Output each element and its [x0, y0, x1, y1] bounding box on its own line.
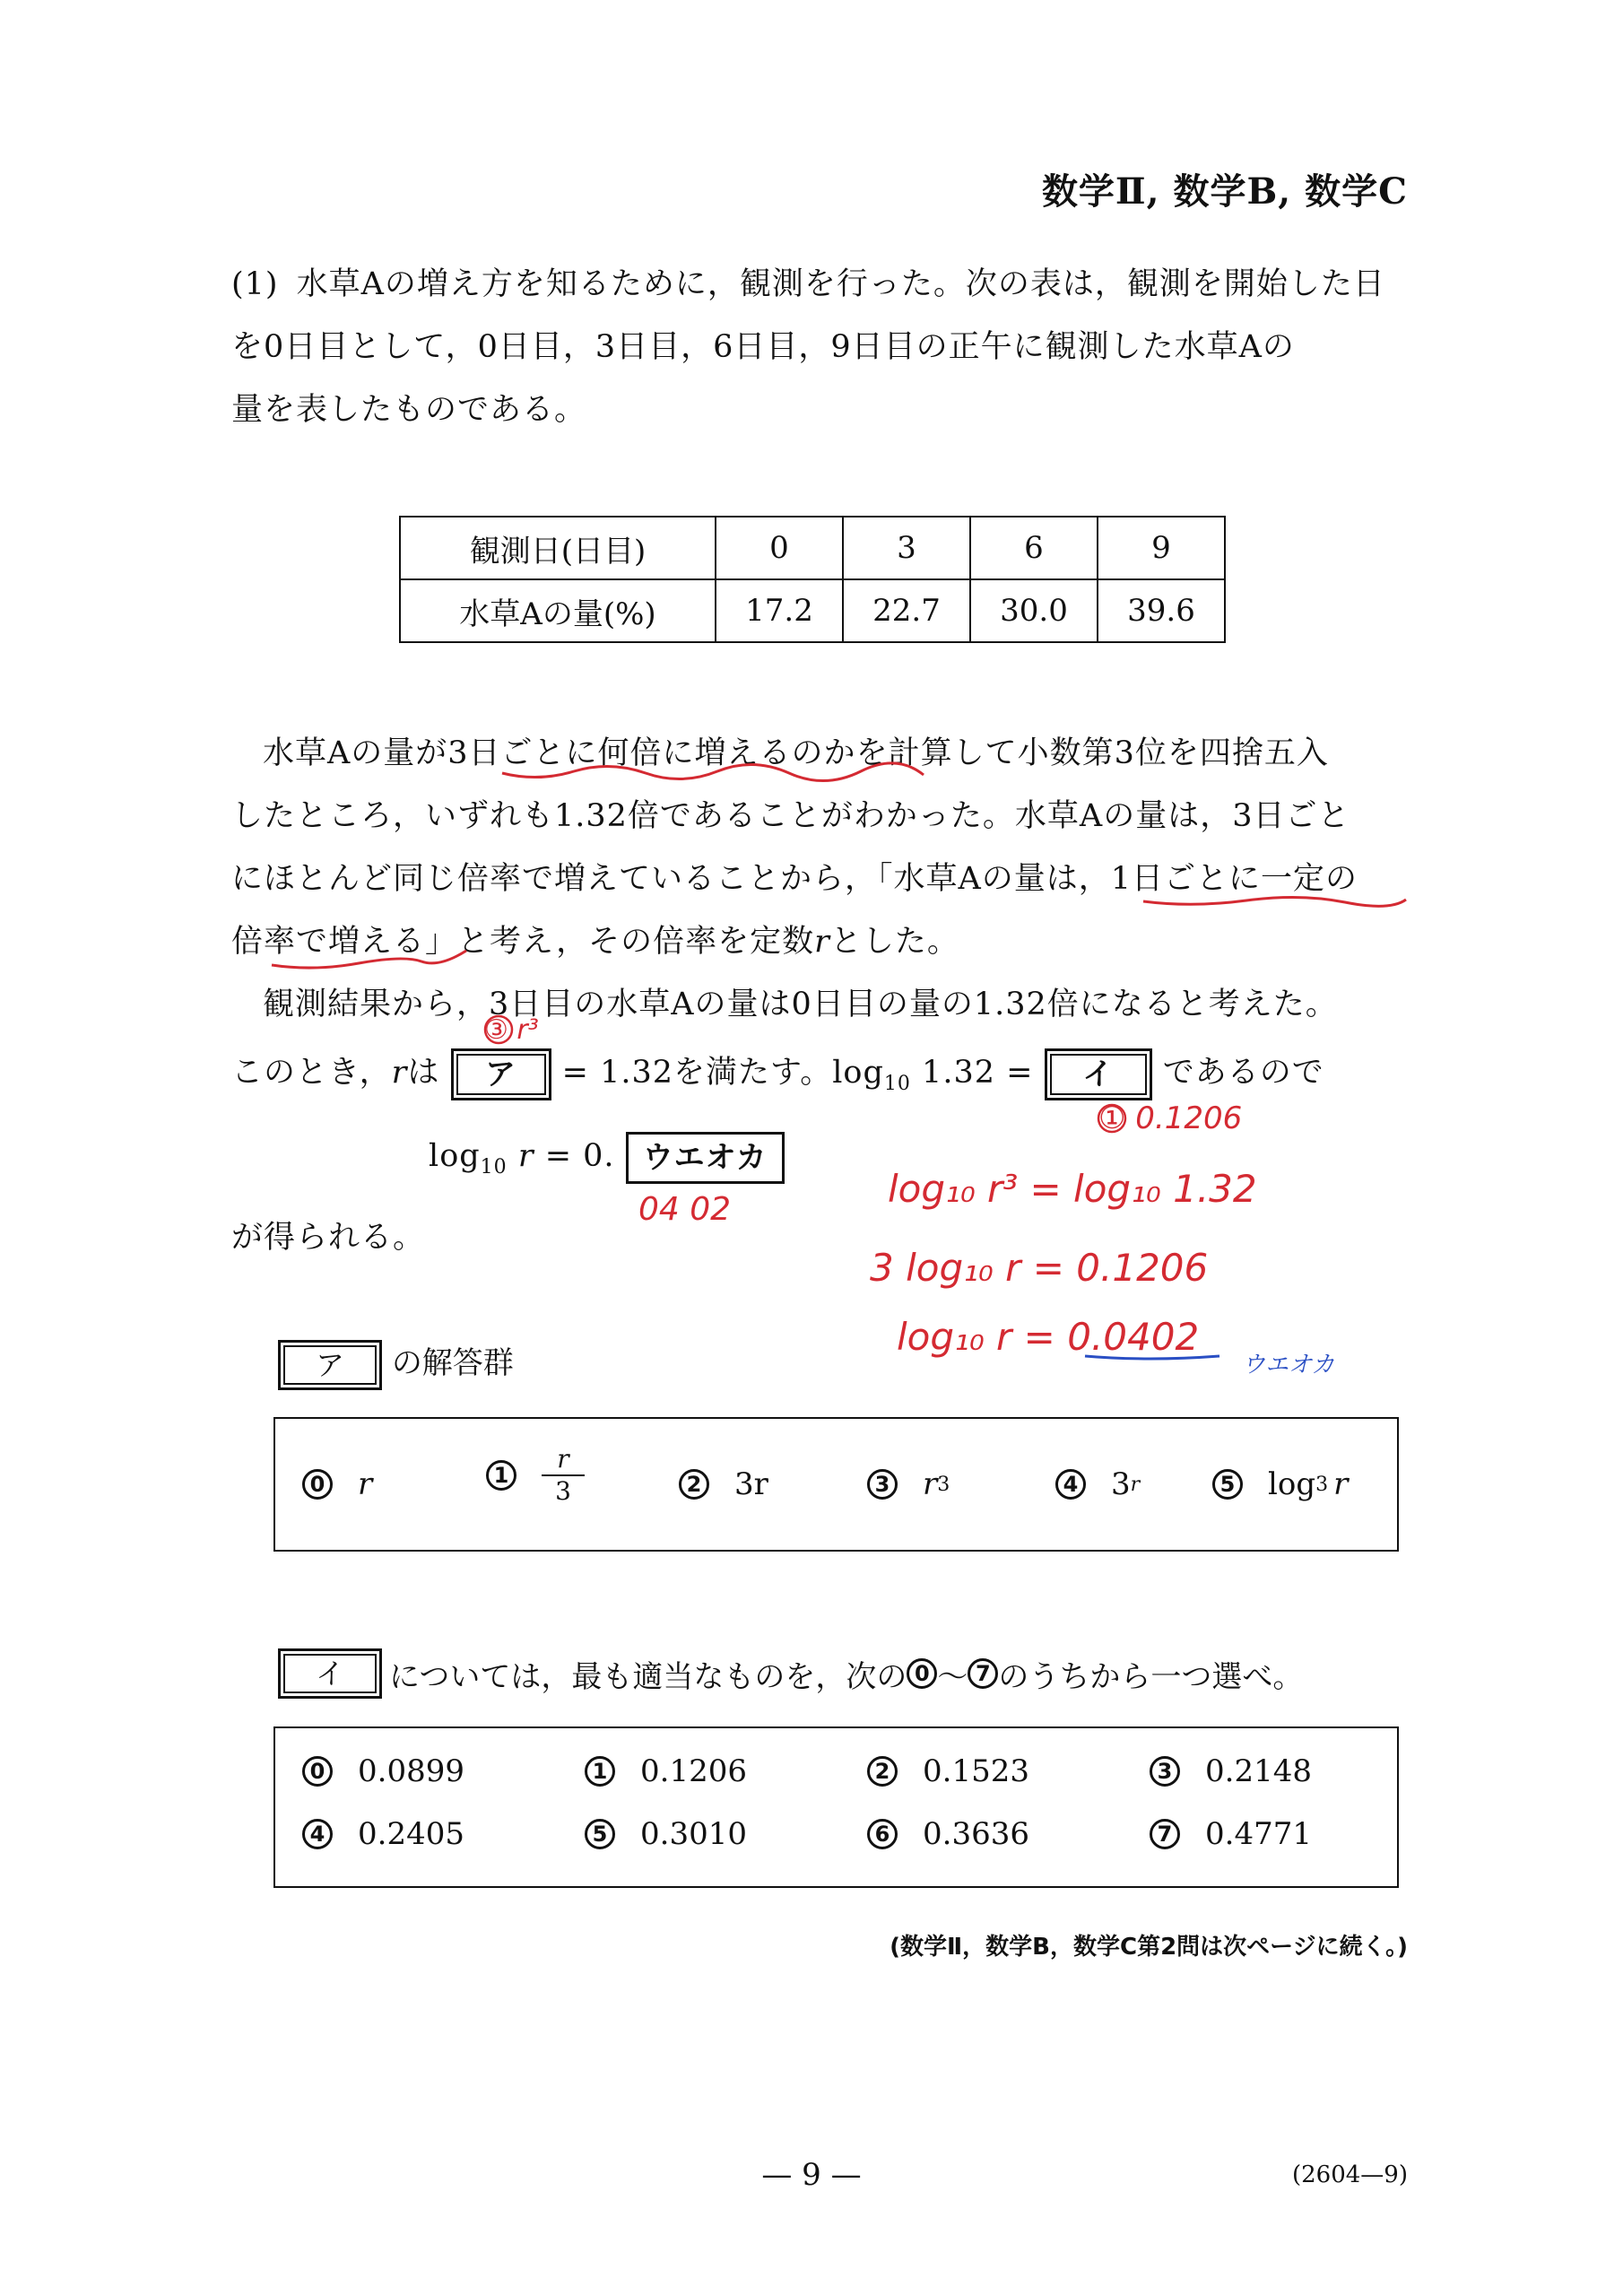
handwritten-answer-i: ① 0.1206	[1098, 1100, 1243, 1136]
option-expr: 3r	[734, 1466, 768, 1502]
red-underline	[1143, 897, 1406, 906]
intro-line-1: 水草Aの増え方を知るために，観測を行った。次の表は，観測を開始した日	[296, 266, 1385, 302]
handwritten-work-3: log₁₀ r = 0.0402	[897, 1315, 1200, 1359]
group-a-text: の解答群	[391, 1345, 514, 1381]
text-span: と考え，その倍率を定数	[457, 924, 815, 960]
option-exponent: r	[1130, 1473, 1141, 1496]
option-number: 5	[1212, 1469, 1243, 1500]
text-span: は	[407, 1055, 440, 1091]
derivation-line-4: が得られる。	[231, 1220, 426, 1256]
option-base: 3	[1111, 1466, 1131, 1502]
text-span: 水草Aの量が	[263, 735, 448, 771]
handwritten-work-2: 3 log₁₀ r = 0.1206	[870, 1246, 1209, 1290]
analysis-line-2: したところ，いずれも1.32倍であることがわかった。水草Aの量は，3日ごと	[231, 798, 1350, 834]
table-cell: 22.7	[843, 579, 970, 642]
table-cell: 9	[1098, 517, 1225, 579]
handwritten-work-1: log₁₀ r³ = log₁₀ 1.32	[888, 1167, 1257, 1211]
problem-number: (1)	[231, 266, 279, 302]
box-label: イ	[283, 1654, 377, 1693]
table-cell: 3	[843, 517, 970, 579]
table-cell: 39.6	[1098, 579, 1225, 642]
option-base: log	[1268, 1466, 1316, 1502]
answer-box-ueoka[interactable]: ウエオカ	[626, 1132, 785, 1184]
intro-line-3: 量を表したものである。	[231, 392, 587, 428]
underlined-phrase: 3日ごとに何倍に増えるのか	[447, 735, 856, 771]
log-base: 10	[883, 1073, 911, 1095]
range-start-number: 0	[907, 1658, 937, 1689]
box-label: ア	[456, 1054, 546, 1095]
text-span: = 1.32を満たす。	[561, 1055, 833, 1091]
variable-r: r	[391, 1055, 408, 1091]
option-value: 0.4771	[1205, 1816, 1312, 1852]
row-label-day: 観測日(日目)	[400, 517, 716, 579]
box-label: イ	[1050, 1054, 1147, 1095]
range-tilde: ～	[937, 1658, 968, 1695]
option-number: 0	[302, 1469, 333, 1500]
range-end-number: 7	[968, 1658, 998, 1689]
underlined-phrase: 1日ごとに一定の	[1110, 861, 1358, 897]
option-number: 1	[585, 1756, 615, 1787]
option-base: r	[923, 1466, 938, 1502]
option-value: 0.1523	[923, 1753, 1029, 1789]
option-expr: r	[358, 1466, 373, 1502]
derivation-line-1: 観測結果から，3日目の水草Aの量は0日目の量の1.32倍になると考えた。	[263, 987, 1338, 1022]
option-value: 0.2148	[1205, 1753, 1312, 1789]
table-cell: 0	[716, 517, 843, 579]
underlined-phrase: 倍率で増える」	[231, 924, 458, 960]
text-span: log	[429, 1138, 481, 1174]
box-label: ア	[283, 1345, 377, 1385]
variable-r: r	[517, 1138, 534, 1174]
option-number: 3	[867, 1469, 898, 1500]
text-span: とした。	[829, 924, 959, 960]
table-cell: 30.0	[970, 579, 1098, 642]
text-span: にほとんど同じ倍率で増えていることから，「水草Aの量は，	[231, 861, 1111, 897]
option-number: 6	[867, 1819, 898, 1849]
table-cell: 17.2	[716, 579, 843, 642]
red-underline	[502, 763, 924, 781]
text-span: log	[832, 1055, 884, 1091]
option-number: 5	[585, 1819, 615, 1849]
option-number: 4	[302, 1819, 333, 1849]
intro-line-2: を0日目として，0日目，3日目，6日目，9日目の正午に観測した水草Aの	[231, 329, 1295, 365]
handwritten-answer-ueoka: 04 02	[638, 1191, 732, 1228]
option-value: 0.2405	[358, 1816, 464, 1852]
text-span: このとき，	[231, 1055, 392, 1091]
option-number: 2	[867, 1756, 898, 1787]
option-value: 0.0899	[358, 1753, 464, 1789]
denominator: 3	[555, 1476, 571, 1506]
option-expr: r	[1333, 1466, 1349, 1502]
group-i-text: については，最も適当なものを，次の	[389, 1658, 907, 1695]
page-number: — 9 —	[761, 2157, 862, 2193]
text-span: = 0.	[544, 1138, 615, 1174]
log-base: 10	[480, 1156, 508, 1178]
variable-r: r	[814, 924, 830, 960]
group-i-text: のうちから一つ選べ。	[998, 1658, 1304, 1695]
option-number: 0	[302, 1756, 333, 1787]
text-span: を計算して小数第3位を四捨五入	[855, 735, 1329, 771]
row-label-amount: 水草Aの量(%)	[400, 579, 716, 642]
option-number: 4	[1055, 1469, 1086, 1500]
continuation-note: (数学Ⅱ，数学B，数学C第2問は次ページに続く。)	[890, 1934, 1408, 1961]
option-value: 0.1206	[640, 1753, 747, 1789]
option-value: 0.3010	[640, 1816, 747, 1852]
option-value: 0.3636	[923, 1816, 1029, 1852]
option-number: 1	[486, 1460, 516, 1491]
option-number: 3	[1150, 1756, 1180, 1787]
log-base: 3	[1315, 1473, 1329, 1496]
exam-code: (2604—9)	[1292, 2161, 1408, 2188]
text-span: 1.32 =	[922, 1055, 1034, 1091]
subject-heading: 数学Ⅱ, 数学B, 数学C	[1041, 170, 1408, 213]
table-cell: 6	[970, 517, 1098, 579]
handwritten-blue-label: ウエオカ	[1242, 1352, 1335, 1378]
red-underline	[272, 951, 466, 968]
text-span: であるので	[1162, 1055, 1324, 1091]
option-number: 2	[679, 1469, 709, 1500]
numerator: r	[557, 1444, 569, 1474]
handwritten-answer-a: ③ r³	[484, 1014, 539, 1046]
option-exponent: 3	[937, 1473, 950, 1496]
option-number: 7	[1150, 1819, 1180, 1849]
